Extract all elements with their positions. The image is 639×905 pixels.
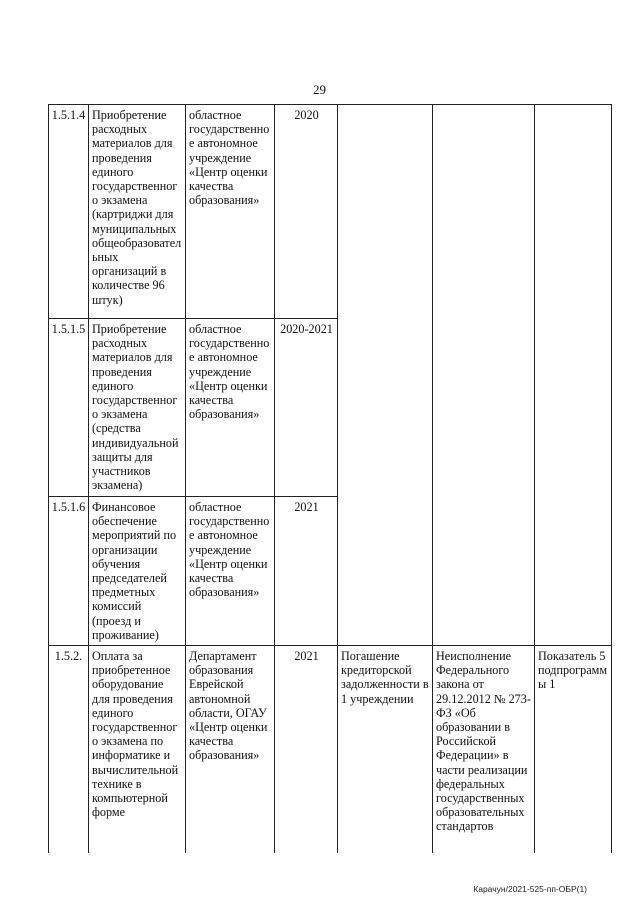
measure-executor: областное государственное автономное учреждение «Центр оценки качества образования» <box>186 497 275 646</box>
measure-activity: Оплата за приобретенное оборудование для проведения единого государственного экзамена по информатике и вычислительной технике в компьютерной форме <box>89 646 186 853</box>
measure-number: 1.5.1.5 <box>49 319 89 497</box>
page-number: 29 <box>313 82 326 97</box>
measure-number: 1.5.2. <box>49 646 89 853</box>
document-footer-code: Карачун/2021-525-пп-ОБР(1) <box>473 884 587 894</box>
measure-activity: Приобретение расходных материалов для проведения единого государственного экзамена (картриджи для муниципальных общеобразовательных организаций в количестве 96 штук) <box>89 105 186 319</box>
measure-number: 1.5.1.4 <box>49 105 89 319</box>
measure-period: 2021 <box>275 497 338 646</box>
program-measures-table <box>48 104 612 853</box>
measure-consequence-cell-empty <box>433 105 535 646</box>
measure-result-cell-empty <box>338 105 433 646</box>
measure-activity: Приобретение расходных материалов для проведения единого государственного экзамена (средства индивидуальной защиты для участников экзамена) <box>89 319 186 497</box>
measure-consequence: Неисполнение Федерального закона от 29.12.2012 № 273-ФЗ «Об образовании в Российской Федерации» в части реализации федеральных государственных образовательных стандартов <box>433 646 535 853</box>
measure-activity: Финансовое обеспечение мероприятий по организации обучения председателей предметных комиссий (проезд и проживание) <box>89 497 186 646</box>
measure-period: 2020 <box>275 105 338 319</box>
measure-executor: Департамент образования Еврейской автономной области, ОГАУ «Центр оценки качества образования» <box>186 646 275 853</box>
measure-executor: областное государственное автономное учреждение «Центр оценки качества образования» <box>186 319 275 497</box>
table-row <box>49 646 612 853</box>
measure-indicator-cell-empty <box>535 105 612 646</box>
measure-executor: областное государственное автономное учреждение «Центр оценки качества образования» <box>186 105 275 319</box>
measure-result: Погашение кредиторской задолженности в 1 учреждении <box>338 646 433 853</box>
measure-number: 1.5.1.6 <box>49 497 89 646</box>
measure-period: 2021 <box>275 646 338 853</box>
table-row <box>49 105 612 319</box>
measure-period: 2020-2021 <box>275 319 338 497</box>
measure-indicator: Показатель 5 подпрограммы 1 <box>535 646 612 853</box>
